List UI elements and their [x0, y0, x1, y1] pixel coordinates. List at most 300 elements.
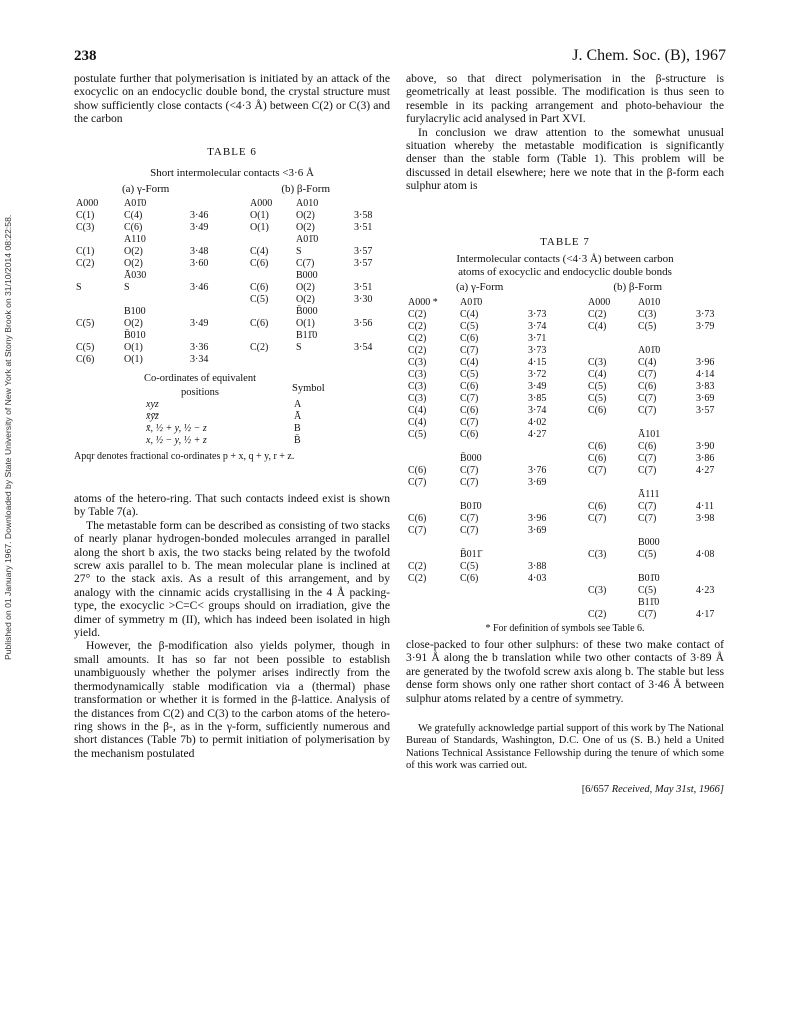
- table-6-row-cell: A010: [296, 198, 319, 210]
- table-7-row-cell: A000: [588, 296, 611, 308]
- table-6-row-cell: O(2): [296, 294, 315, 306]
- table-7-row-cell: [406, 453, 458, 465]
- table-7-row-cell: Ā111: [638, 488, 660, 500]
- table-7-row-cell: C(5): [588, 392, 607, 404]
- table-6: [74, 146, 390, 463]
- table-7-row: [406, 453, 724, 465]
- table-7-row-cell: [526, 501, 586, 513]
- table-7-row: [406, 417, 724, 429]
- table-7-row-cell: C(2): [408, 560, 427, 572]
- table-7-title: Intermolecular contacts (<4·3 Å) between carbon atoms of exocyclic and endocyclic double bonds: [456, 253, 674, 279]
- table-7-row: [406, 585, 724, 597]
- table-7-row-cell: [694, 597, 724, 609]
- left-paragraph-3: The metastable form can be described as consisting of two stacks of nearly planar hydrogen-bonded molecules arranged in parallel along the short b axis, the two stacks being related by the twofold screw axis parallel to b. The mean molecular plane is inclined at 27° to the stack axis. As a result of this arrangement, and by analogy with the cinnamic acids crystallising in the 4 Å packing-type, the exocyclic >C=C< groups should on irradiation, give the dimer of symmetry m (II), which has indeed been isolated in high yield.: [74, 518, 390, 640]
- coord-expression: x, ½ − y, ½ + z: [146, 435, 207, 447]
- table-7-row-cell: C(6): [588, 440, 607, 452]
- table-7-row-cell: A01̄0: [638, 344, 661, 356]
- table-7-row-cell: 3·72: [528, 368, 547, 380]
- table-7-row-cell: 3·90: [696, 440, 715, 452]
- table-7-row-cell: 4·02: [528, 416, 547, 428]
- table-7-row-cell: [586, 333, 636, 345]
- table-6-row-cell: O(2): [124, 246, 143, 258]
- table-6-row-cell: 3·51: [354, 222, 373, 234]
- table-7-row: [406, 321, 724, 333]
- table-7-row: [406, 525, 724, 537]
- left-column-top: [74, 72, 390, 126]
- table-7-row-cell: 3·74: [528, 404, 547, 416]
- received-ref: [6/657: [581, 783, 610, 795]
- table-7-row-cell: 4·11: [696, 500, 714, 512]
- table-6-row: [74, 306, 390, 318]
- table-7-row-cell: C(4): [588, 368, 607, 380]
- table-7-row-cell: C(3): [588, 548, 607, 560]
- table-7-row: [406, 489, 724, 501]
- table-7-col-b-heading: (b) β-Form: [613, 281, 663, 294]
- received-date: Received, May 31st, 1966]: [611, 783, 724, 795]
- table-7-row-cell: 3·79: [696, 320, 715, 332]
- table-7-row-cell: [636, 477, 694, 489]
- table-7-row-cell: C(5): [638, 320, 657, 332]
- table-7-row-cell: C(5): [408, 428, 427, 440]
- table-7-row: [406, 513, 724, 525]
- table-7-row-cell: B̄000: [460, 452, 482, 464]
- table-6-row-cell: O(2): [296, 210, 315, 222]
- table-7-row: [406, 597, 724, 609]
- table-6-row-cell: 3·56: [354, 318, 373, 330]
- table-7-row-cell: [458, 609, 526, 621]
- table-7-row-cell: 3·73: [528, 308, 547, 320]
- table-6-row-cell: S: [296, 246, 302, 258]
- table-7-row-cell: [694, 333, 724, 345]
- table-7-row-cell: 3·86: [696, 452, 715, 464]
- table-6-row-cell: O(1): [296, 318, 315, 330]
- table-6-row-cell: 3·46: [190, 210, 209, 222]
- table-7-row-cell: C(5): [460, 320, 479, 332]
- table-6-row-cell: C(5): [76, 318, 95, 330]
- table-7-row-cell: 3·96: [696, 356, 715, 368]
- table-6-row-cell: O(1): [124, 354, 143, 366]
- table-6-row-cell: C(3): [76, 222, 95, 234]
- table-7-row-cell: C(2): [408, 332, 427, 344]
- table-7-row-cell: [526, 297, 586, 309]
- table-6-row-cell: C(5): [76, 342, 95, 354]
- table-7-row-cell: C(6): [460, 572, 479, 584]
- table-7-row-cell: C(7): [460, 512, 479, 524]
- table-7-row-cell: 3·71: [528, 332, 547, 344]
- table-7-row-cell: [694, 489, 724, 501]
- received-line: [406, 783, 724, 796]
- table-6-row-cell: O(2): [296, 282, 315, 294]
- table-7-row-cell: B01̄0: [460, 500, 482, 512]
- table-6-row-cell: C(4): [250, 246, 269, 258]
- table-7-row-cell: [526, 609, 586, 621]
- table-6-row-cell: [188, 270, 248, 282]
- table-7-row-cell: C(4): [460, 356, 479, 368]
- coord-expression: x̄, ½ + y, ½ − z: [146, 423, 207, 435]
- right-column-body: [406, 638, 724, 796]
- table-7-row-cell: [526, 489, 586, 501]
- table-6-row-cell: A000: [250, 198, 273, 210]
- table-6-row: [74, 246, 390, 258]
- table-7-row: [406, 333, 724, 345]
- table-7-row: [406, 609, 724, 621]
- table-7-footnote: * For definition of symbols see Table 6.: [485, 622, 645, 634]
- table-7-row-cell: C(2): [408, 308, 427, 320]
- table-6-row-cell: 3·34: [190, 354, 209, 366]
- publication-sidebar-note: Published on 01 January 1967. Downloaded by State University of New York at Stony Brook on 31/10/2014 08:22:58.: [3, 214, 13, 660]
- table-7-row-cell: Ā101: [638, 428, 661, 440]
- table-7-row-cell: C(5): [638, 548, 657, 560]
- table-7-row-cell: C(7): [638, 608, 657, 620]
- table-6-row-cell: C(5): [250, 294, 269, 306]
- coord-symbol: B̄: [294, 435, 301, 447]
- table-6-symbol-title: Symbol: [292, 383, 325, 395]
- table-7-row-cell: C(5): [588, 380, 607, 392]
- table-6-row-cell: [188, 198, 248, 210]
- table-7-row-cell: [636, 525, 694, 537]
- table-7-row-cell: C(3): [588, 356, 607, 368]
- left-paragraph-1: postulate further that polymerisation is initiated by an attack of the exocyclic on an endocyclic double bond, the crystal structure must show sufficiently close contacts (<4·3 Å) between C(2) or C(3) and the carbon: [74, 72, 390, 126]
- table-6-row-cell: [352, 306, 390, 318]
- table-6-row-cell: [122, 294, 188, 306]
- table-7-row-cell: C(4): [408, 416, 427, 428]
- table-7-row-cell: [526, 585, 586, 597]
- table-6-row-cell: B000: [296, 270, 318, 282]
- table-6-row-cell: S: [124, 282, 130, 294]
- table-7-row-cell: C(5): [460, 560, 479, 572]
- table-6-row-cell: [352, 330, 390, 342]
- right-paragraph-2: In conclusion we draw attention to the somewhat unusual situation whereby the metastable modification is significantly denser than the stable form (Table 1). This problem will be discussed in detail elsewhere; here we note that in the β-form each sulphur atom is: [406, 125, 724, 193]
- table-6-note: Apqr denotes fractional co-ordinates p + x, q + y, r + z.: [74, 451, 295, 463]
- table-6-row-cell: C(6): [124, 222, 143, 234]
- table-7-row-cell: C(7): [408, 476, 427, 488]
- table-7-row-cell: 4·17: [696, 608, 715, 620]
- table-7-row-cell: [586, 417, 636, 429]
- table-6-row: [74, 198, 390, 210]
- table-6-row-cell: 3·46: [190, 282, 209, 294]
- table-6-row-cell: Ā030: [124, 270, 147, 282]
- table-6-coord-row: [144, 435, 332, 447]
- table-7-row-cell: [458, 597, 526, 609]
- table-7-row-cell: [458, 489, 526, 501]
- table-7-row-cell: [586, 429, 636, 441]
- table-6-row: [74, 222, 390, 234]
- table-6-row-cell: 3·48: [190, 246, 209, 258]
- table-7-row-cell: B̄011̄: [460, 548, 482, 560]
- table-7-row-cell: C(3): [588, 584, 607, 596]
- table-6-coord-row: [144, 411, 332, 423]
- table-6-row-cell: [74, 294, 122, 306]
- table-7-row: [406, 573, 724, 585]
- table-7-row-cell: [586, 561, 636, 573]
- table-7-row: [406, 537, 724, 549]
- table-7-row-cell: [406, 489, 458, 501]
- table-6-row-cell: 3·36: [190, 342, 209, 354]
- left-column-body: [74, 492, 390, 760]
- journal-title: J. Chem. Soc. (B), 1967: [572, 47, 726, 64]
- table-6-row-cell: B̄010: [124, 330, 146, 342]
- table-7-row-cell: [458, 537, 526, 549]
- table-6-row-cell: C(6): [250, 318, 269, 330]
- table-7-row-cell: C(4): [638, 356, 657, 368]
- table-7-row: [406, 357, 724, 369]
- table-7-row-cell: B000: [638, 536, 660, 548]
- table-6-row-cell: C(6): [250, 282, 269, 294]
- table-7-row-cell: C(3): [408, 368, 427, 380]
- table-7-row-cell: 3·69: [528, 524, 547, 536]
- table-7: [406, 236, 724, 635]
- table-7-row-cell: [694, 561, 724, 573]
- table-6-row-cell: C(6): [76, 354, 95, 366]
- table-6-row: [74, 234, 390, 246]
- table-7-row-cell: C(7): [460, 416, 479, 428]
- table-7-row-cell: 4·03: [528, 572, 547, 584]
- table-7-row-cell: [586, 345, 636, 357]
- table-7-row-cell: 3·57: [696, 404, 715, 416]
- table-7-row-cell: C(7): [460, 524, 479, 536]
- table-7-row-cell: C(5): [460, 368, 479, 380]
- table-7-row-cell: C(4): [460, 308, 479, 320]
- table-7-row: [406, 501, 724, 513]
- table-6-row-cell: O(1): [124, 342, 143, 354]
- table-7-row-cell: [406, 609, 458, 621]
- table-6-row: [74, 342, 390, 354]
- acknowledgement: We gratefully acknowledge partial support of this work by The National Bureau of Standards, Washington, D.C. One of us (S. B.) held a United Nations Technical Assistance Fellowship during the tenure of which some of this work was carried out.: [406, 723, 724, 772]
- table-6-row-cell: O(2): [124, 318, 143, 330]
- table-7-row-cell: C(6): [638, 440, 657, 452]
- table-7-row-cell: [586, 525, 636, 537]
- table-6-row-cell: 3·49: [190, 222, 209, 234]
- table-6-coords-title: Co-ordinates of equivalent positions: [144, 373, 256, 398]
- table-6-row-cell: 3·51: [354, 282, 373, 294]
- table-6-row-cell: C(2): [250, 342, 269, 354]
- table-7-row-cell: [694, 345, 724, 357]
- table-7-row-cell: [694, 537, 724, 549]
- table-6-row-cell: S: [76, 282, 82, 294]
- table-7-row-cell: C(7): [588, 464, 607, 476]
- table-6-row-cell: B100: [124, 306, 146, 318]
- table-7-row-cell: C(5): [638, 584, 657, 596]
- table-7-row-cell: [636, 333, 694, 345]
- table-6-row-cell: [352, 270, 390, 282]
- coord-expression: xyz: [146, 399, 159, 411]
- table-7-row-cell: [586, 537, 636, 549]
- table-6-row: [74, 282, 390, 294]
- table-7-col-a-heading: (a) γ-Form: [456, 281, 504, 294]
- table-7-row-cell: C(6): [408, 464, 427, 476]
- table-6-row-cell: [248, 234, 294, 246]
- table-7-row-cell: 3·73: [696, 308, 715, 320]
- table-7-row-cell: C(7): [638, 464, 657, 476]
- table-7-row-cell: [694, 477, 724, 489]
- table-7-row-cell: C(7): [460, 476, 479, 488]
- table-6-row-cell: A110: [124, 234, 146, 246]
- table-7-row-cell: 4·27: [528, 428, 547, 440]
- table-6-col-b-heading: (b) β-Form: [281, 182, 331, 195]
- table-7-row-cell: 3·74: [528, 320, 547, 332]
- table-7-row-cell: [694, 525, 724, 537]
- table-7-row-cell: C(4): [408, 404, 427, 416]
- table-6-row-cell: O(2): [124, 258, 143, 270]
- table-6-row-cell: A000: [76, 198, 99, 210]
- table-7-row-cell: [458, 441, 526, 453]
- table-7-row-cell: A01̄0: [460, 296, 483, 308]
- table-6-row-cell: C(1): [76, 210, 95, 222]
- table-7-row-cell: [586, 489, 636, 501]
- table-7-row-cell: B11̄0: [638, 596, 660, 608]
- table-6-row-cell: 3·57: [354, 246, 373, 258]
- table-7-row-cell: 3·98: [696, 512, 715, 524]
- table-7-row-cell: [694, 573, 724, 585]
- table-7-caption: TABLE 7: [540, 236, 590, 248]
- table-7-row-cell: A010: [638, 296, 661, 308]
- table-7-row-cell: [526, 537, 586, 549]
- table-7-row-cell: [526, 597, 586, 609]
- table-7-row-cell: [406, 537, 458, 549]
- table-7-row-cell: C(6): [460, 380, 479, 392]
- table-6-row: [74, 354, 390, 366]
- table-6-row-cell: [74, 270, 122, 282]
- table-7-row: [406, 345, 724, 357]
- table-7-row-cell: [526, 549, 586, 561]
- table-7-row-cell: C(3): [638, 308, 657, 320]
- table-7-row-cell: C(2): [408, 320, 427, 332]
- table-7-row-cell: C(3): [408, 392, 427, 404]
- table-6-row-cell: 3·54: [354, 342, 373, 354]
- right-paragraph-3: close-packed to four other sulphurs: of these two make contact of 3·91 Å along the b translation while two other contacts of 3·89 Å are generated by the twofold screw axis along b. The stable but less dense form shows only one rather short contact of 3·46 Å between sulphur atoms related by a centre of symmetry.: [406, 638, 724, 705]
- table-6-row-cell: C(7): [296, 258, 315, 270]
- table-7-row-cell: C(6): [408, 512, 427, 524]
- table-6-row-cell: B11̄0: [296, 330, 318, 342]
- table-7-row: [406, 309, 724, 321]
- table-7-row-cell: [694, 417, 724, 429]
- table-7-row-cell: C(7): [638, 500, 657, 512]
- table-6-row-cell: [74, 330, 122, 342]
- table-7-row-cell: [694, 297, 724, 309]
- table-6-row-cell: C(1): [76, 246, 95, 258]
- table-6-row-cell: A01̄0: [124, 198, 147, 210]
- table-7-body: [406, 297, 724, 621]
- table-6-caption: TABLE 6: [207, 146, 257, 158]
- table-7-row-cell: A000 *: [408, 296, 438, 308]
- table-6-row-cell: O(1): [250, 222, 269, 234]
- table-7-row-cell: 4·14: [696, 368, 715, 380]
- table-7-row-cell: C(7): [408, 524, 427, 536]
- table-7-row-cell: 3·69: [696, 392, 715, 404]
- table-7-row: [406, 405, 724, 417]
- table-6-row-cell: [352, 234, 390, 246]
- table-7-row-cell: C(7): [638, 512, 657, 524]
- table-6-row: [74, 210, 390, 222]
- table-6-row-cell: 3·49: [190, 318, 209, 330]
- table-7-row-cell: C(6): [588, 404, 607, 416]
- table-6-row-cell: [188, 330, 248, 342]
- table-6-row: [74, 258, 390, 270]
- table-7-row-cell: 4·15: [528, 356, 547, 368]
- table-7-row-cell: [526, 441, 586, 453]
- table-6-row-cell: [352, 198, 390, 210]
- table-6-body: [74, 198, 390, 366]
- table-7-row-cell: B01̄0: [638, 572, 660, 584]
- table-7-row: [406, 381, 724, 393]
- table-7-row-cell: [406, 501, 458, 513]
- table-6-row-cell: C(2): [76, 258, 95, 270]
- table-6-row-cell: [248, 330, 294, 342]
- table-6-col-a-heading: (a) γ-Form: [122, 182, 170, 195]
- table-7-row-cell: [458, 585, 526, 597]
- table-7-row-cell: [636, 417, 694, 429]
- table-7-row-cell: C(2): [588, 308, 607, 320]
- table-7-row-cell: [406, 585, 458, 597]
- table-7-row-cell: C(6): [460, 404, 479, 416]
- table-7-row: [406, 393, 724, 405]
- table-7-row-cell: C(2): [408, 572, 427, 584]
- left-paragraph-2: atoms of the hetero-ring. That such contacts indeed exist is shown by Table 7(a).: [74, 492, 390, 519]
- table-7-row-cell: C(7): [638, 452, 657, 464]
- coord-expression: x̄ȳz̄: [146, 411, 159, 423]
- table-6-row-cell: [188, 234, 248, 246]
- table-7-row-cell: C(7): [460, 344, 479, 356]
- table-6-row-cell: [248, 306, 294, 318]
- table-6-row-cell: 3·60: [190, 258, 209, 270]
- table-6-row: [74, 294, 390, 306]
- table-7-row-cell: C(6): [588, 500, 607, 512]
- table-7-row: [406, 297, 724, 309]
- table-6-title: Short intermolecular contacts <3·6 Å: [150, 167, 314, 180]
- table-7-row-cell: [586, 597, 636, 609]
- coord-symbol: B: [294, 423, 301, 435]
- table-7-row: [406, 549, 724, 561]
- table-7-row-cell: C(7): [638, 404, 657, 416]
- table-6-coord-row: [144, 399, 332, 411]
- table-7-row-cell: 4·23: [696, 584, 715, 596]
- table-7-row-cell: 3·83: [696, 380, 715, 392]
- table-6-row-cell: [188, 294, 248, 306]
- table-7-row-cell: C(7): [638, 392, 657, 404]
- table-6-row-cell: [248, 270, 294, 282]
- left-paragraph-4: However, the β-modification also yields polymer, though in small amounts. It has so far not been possible to establish unambiguously whether the polymer arises indirectly from the thermodynamically stable modification via a (thermal) phase transformation or whether it is formed in the β-lattice. Analysis of the distances from C(2) and C(3) to the carbon atoms of the hetero-ring shows in the β-, as in the γ-form, sufficiently numerous and short distances (Table 7b) to permit initiation of polymerisation by the mechanism postulated: [74, 639, 390, 760]
- table-6-row-cell: 3·30: [354, 294, 373, 306]
- table-6-row-cell: C(6): [250, 258, 269, 270]
- table-7-row-cell: 3·85: [528, 392, 547, 404]
- table-6-row-cell: A01̄0: [296, 234, 319, 246]
- table-6-row-cell: [74, 234, 122, 246]
- table-7-row: [406, 441, 724, 453]
- table-7-row-cell: C(6): [460, 428, 479, 440]
- table-7-row-cell: [406, 549, 458, 561]
- table-6-row-cell: C(4): [124, 210, 143, 222]
- table-7-row-cell: 4·27: [696, 464, 715, 476]
- table-6-row-cell: S: [296, 342, 302, 354]
- table-7-row-cell: C(3): [408, 356, 427, 368]
- table-7-row-cell: C(2): [588, 608, 607, 620]
- table-7-row-cell: [586, 477, 636, 489]
- table-7-row-cell: C(6): [460, 332, 479, 344]
- right-paragraph-1: above, so that direct polymerisation in the β-structure is geometrically at least possible. The modification is thus seen to resemble in its packing arrangement and photo-behaviour the furylacrylic acid analysed in Part XVI.: [406, 72, 724, 126]
- table-6-row-cell: B̄000: [296, 306, 318, 318]
- table-7-row-cell: 3·88: [528, 560, 547, 572]
- table-6-row-cell: [188, 306, 248, 318]
- table-6-row: [74, 270, 390, 282]
- table-7-row-cell: [636, 561, 694, 573]
- table-7-row-cell: [526, 453, 586, 465]
- table-7-row-cell: C(3): [408, 380, 427, 392]
- table-7-row-cell: C(2): [408, 344, 427, 356]
- table-6-row: [74, 318, 390, 330]
- table-7-row-cell: [586, 573, 636, 585]
- table-6-row: [74, 330, 390, 342]
- table-6-row-cell: O(1): [250, 210, 269, 222]
